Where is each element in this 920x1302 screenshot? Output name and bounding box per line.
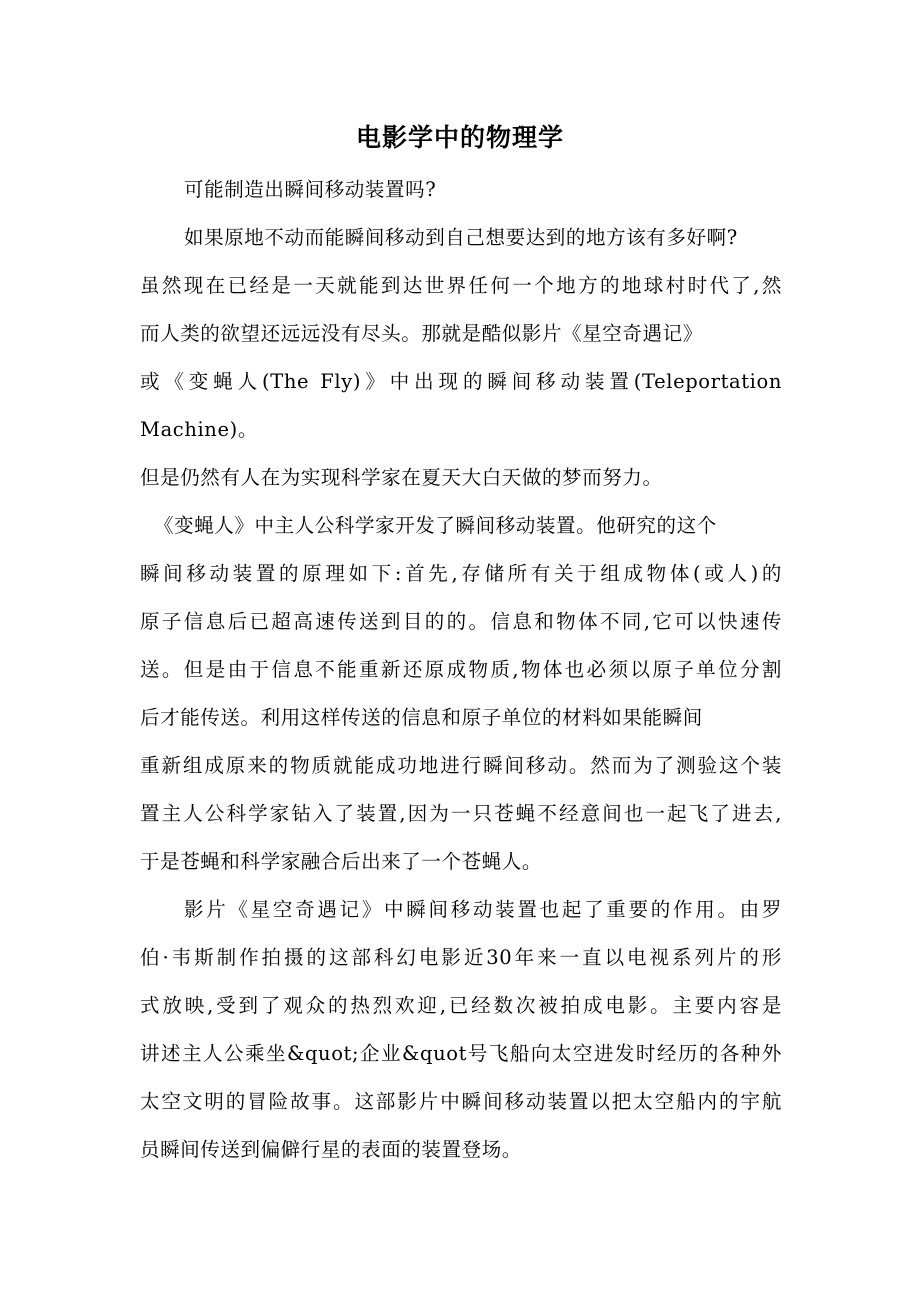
text-line: 虽然现在已经是一天就能到达世界任何一个地方的地球村时代了,然 (140, 274, 782, 297)
text-line: 讲述主人公乘坐&quot;企业&quot号飞船向太空进发时经历的各种外 (140, 1042, 782, 1065)
text-line: 但是仍然有人在为实现科学家在夏天大白天做的梦而努力。 (140, 466, 663, 489)
text-line: 影片《星空奇遇记》中瞬间移动装置也起了重要的作用。由罗 (184, 898, 782, 921)
text-line: 送。但是由于信息不能重新还原成物质,物体也必须以原子单位分割 (140, 658, 782, 681)
text-line: 瞬间移动装置的原理如下:首先,存储所有关于组成物体(或人)的 (140, 562, 782, 585)
text-line: 或《变蝇人(The Fly)》中出现的瞬间移动装置(Teleportation (140, 370, 782, 393)
text-line: 原子信息后已超高速传送到目的的。信息和物体不同,它可以快速传 (140, 610, 782, 633)
text-line: 员瞬间传送到偏僻行星的表面的装置登场。 (140, 1138, 522, 1161)
text-line: 如果原地不动而能瞬间移动到自己想要达到的地方该有多好啊? (184, 226, 738, 249)
document-title: 电影学中的物理学 (355, 123, 564, 152)
text-line: 伯·韦斯制作拍摄的这部科幻电影近30年来一直以电视系列片的形 (140, 946, 782, 969)
text-line: 式放映,受到了观众的热烈欢迎,已经数次被拍成电影。主要内容是 (140, 994, 782, 1017)
text-line: Machine)。 (140, 418, 258, 441)
text-line: 太空文明的冒险故事。这部影片中瞬间移动装置以把太空船内的宇航 (140, 1090, 782, 1113)
text-line: 后才能传送。利用这样传送的信息和原子单位的材料如果能瞬间 (140, 706, 703, 729)
text-line: 《变蝇人》中主人公科学家开发了瞬间移动装置。他研究的这个 (154, 514, 717, 537)
text-line: 于是苍蝇和科学家融合后出来了一个苍蝇人。 (140, 850, 543, 873)
text-line: 置主人公科学家钻入了装置,因为一只苍蝇不经意间也一起飞了进去, (140, 802, 782, 825)
text-line: 重新组成原来的物质就能成功地进行瞬间移动。然而为了测验这个装 (140, 754, 782, 777)
text-line: 而人类的欲望还远远没有尽头。那就是酷似影片《星空奇遇记》 (140, 322, 703, 345)
text-line: 可能制造出瞬间移动装置吗? (184, 178, 437, 201)
